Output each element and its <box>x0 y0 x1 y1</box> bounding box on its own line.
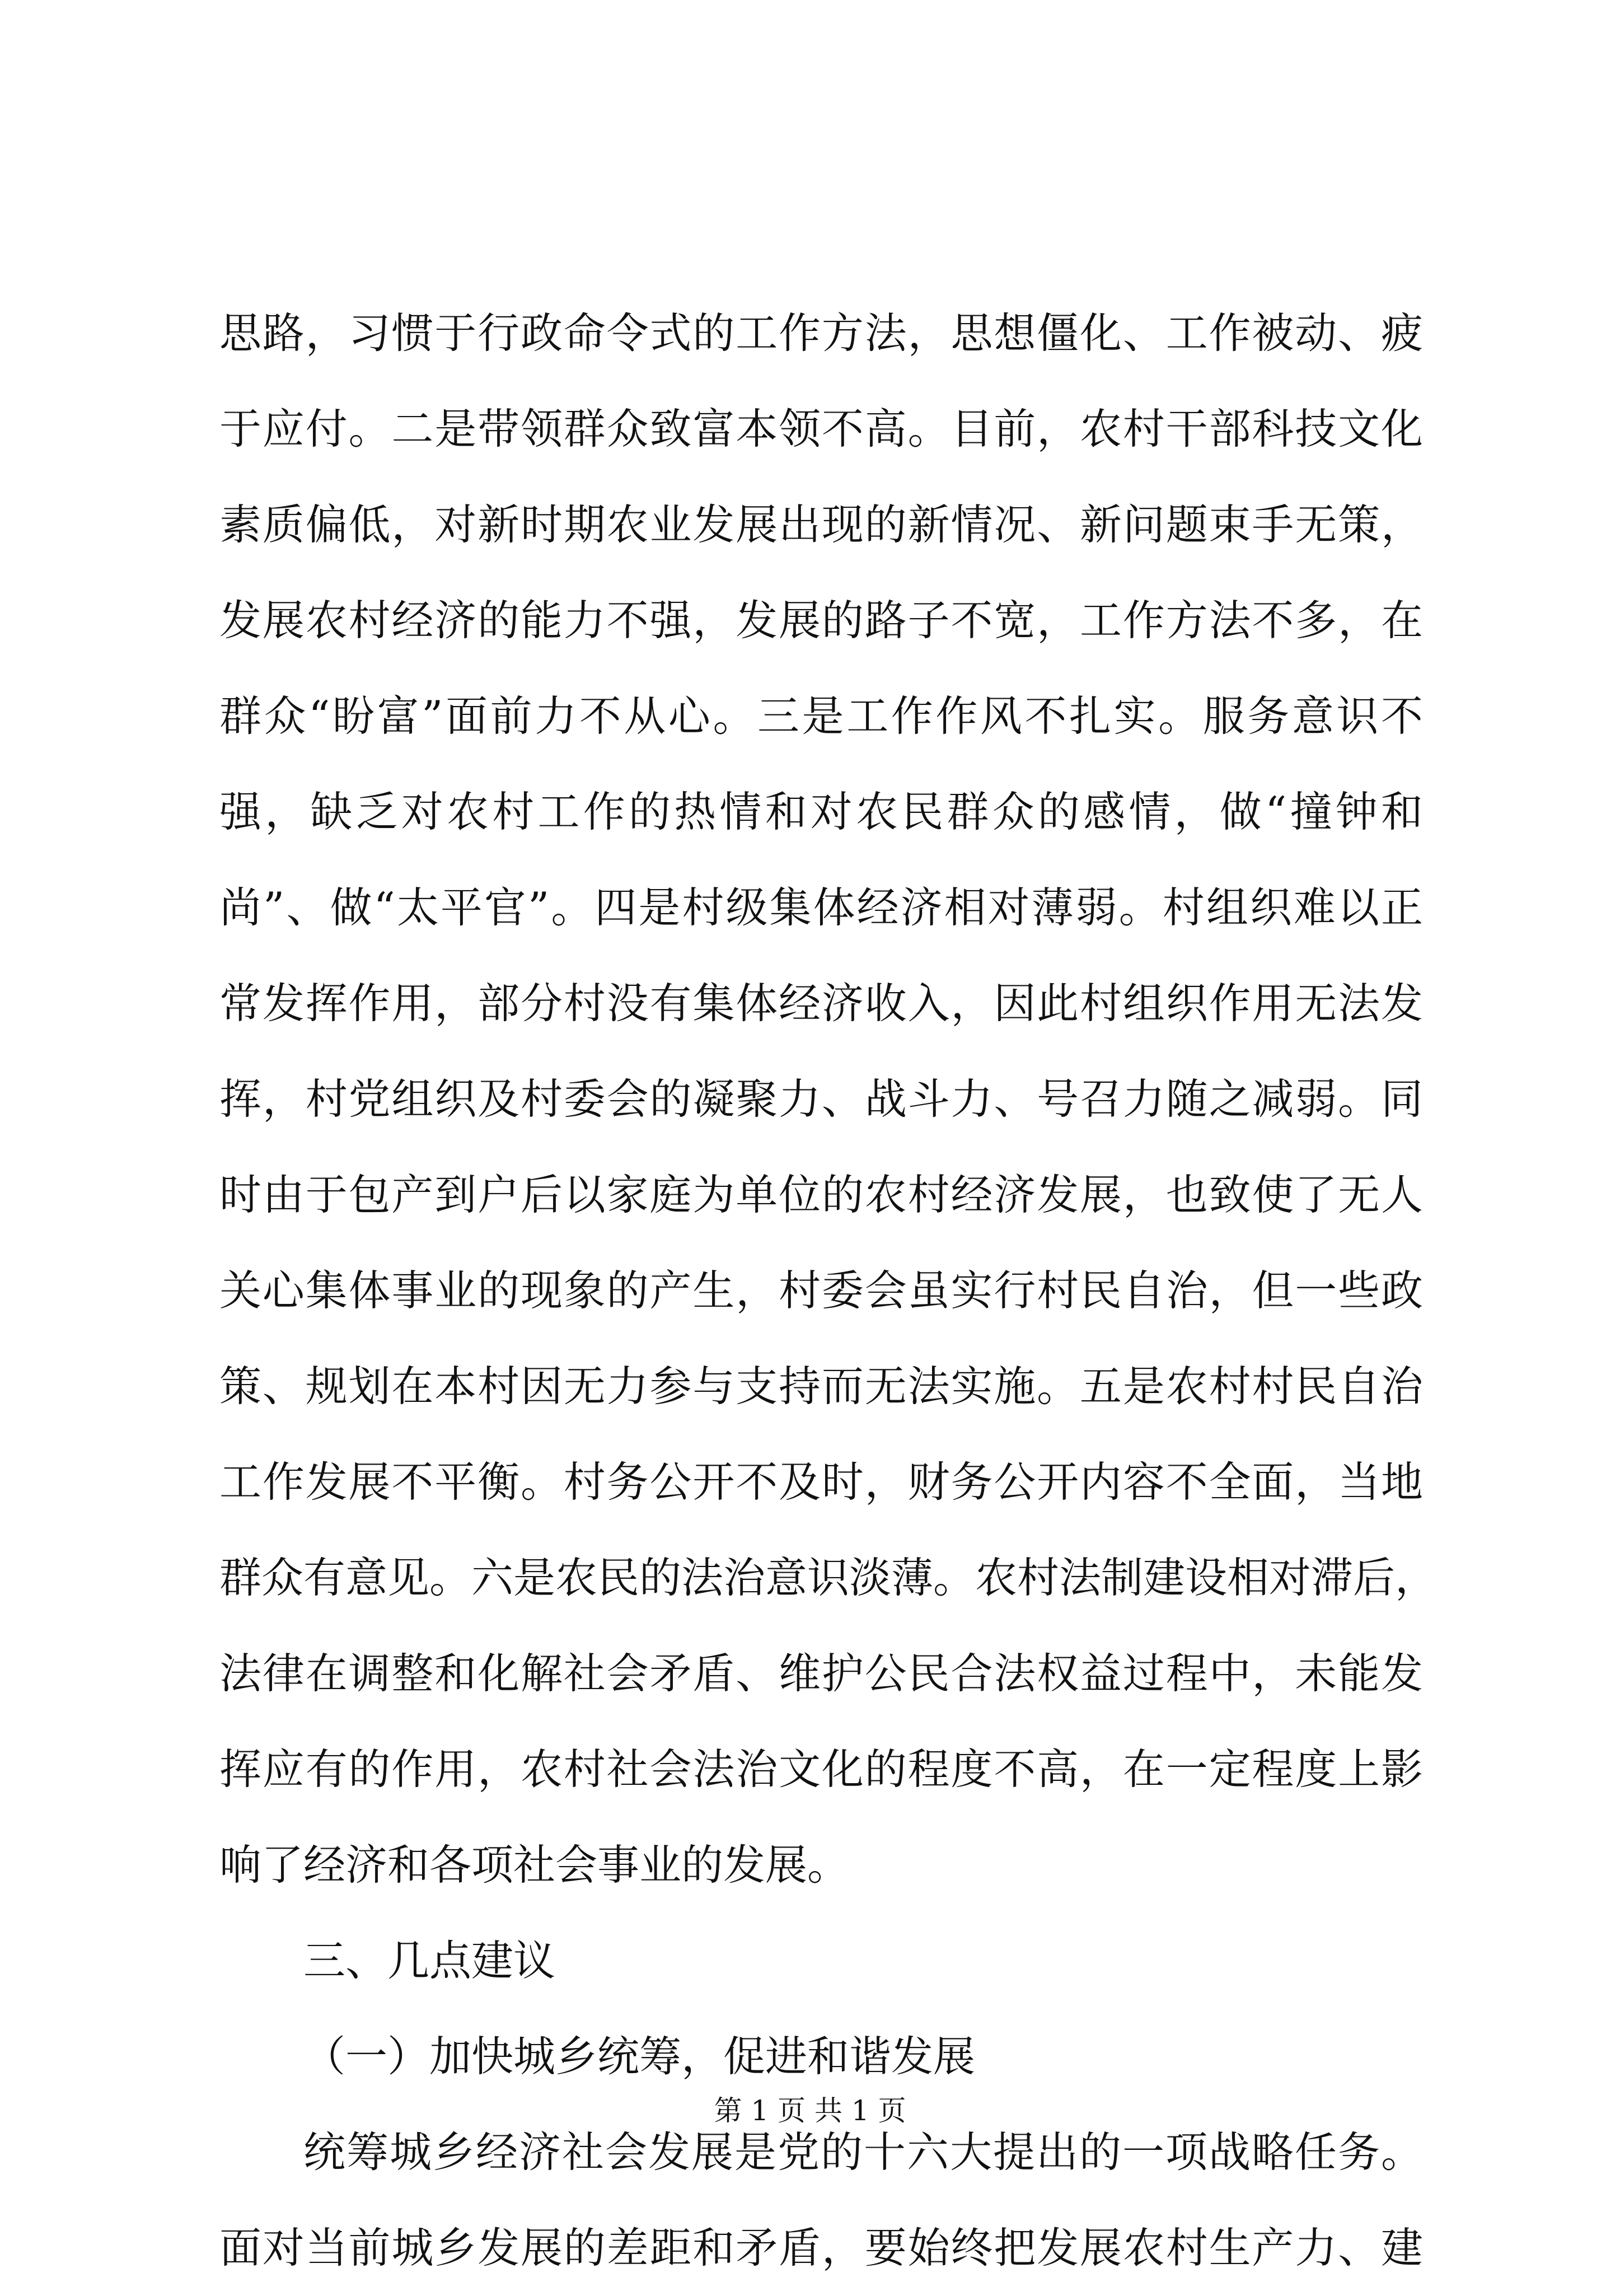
text-line: 思路，习惯于行政命令式的工作方法，思想僵化、工作被动、疲 <box>219 308 1423 358</box>
text-line: 尚”、做“太平官”。四是村级集体经济相对薄弱。村组织难以正 <box>219 883 1423 932</box>
subsection-heading: （一）加快城乡统筹，促进和谐发展 <box>303 2032 976 2081</box>
text-line: 发展农村经济的能力不强，发展的路子不宽，工作方法不多，在 <box>219 596 1423 645</box>
text-line: 挥应有的作用，农村社会法治文化的程度不高，在一定程度上影 <box>219 1745 1423 1794</box>
text-line: 强，缺乏对农村工作的热情和对农民群众的感情，做“撞钟和 <box>219 787 1423 836</box>
text-line: 工作发展不平衡。村务公开不及时，财务公开内容不全面，当地 <box>219 1457 1423 1507</box>
text-line: 关心集体事业的现象的产生，村委会虽实行村民自治，但一些政 <box>219 1266 1423 1315</box>
text-line: 法律在调整和化解社会矛盾、维护公民合法权益过程中，未能发 <box>219 1649 1423 1698</box>
text-line: 策、规划在本村因无力参与支持而无法实施。五是农村村民自治 <box>219 1362 1423 1411</box>
text-line: 响了经济和各项社会事业的发展。 <box>219 1840 850 1890</box>
section-heading: 三、几点建议 <box>303 1936 556 1985</box>
document-body <box>219 286 1438 2296</box>
text-line: 群众“盼富”面前力不从心。三是工作作风不扎实。服务意识不 <box>219 691 1423 741</box>
text-line: 常发挥作用，部分村没有集体经济收入，因此村组织作用无法发 <box>219 979 1423 1028</box>
text-line: 时由于包产到户后以家庭为单位的农村经济发展，也致使了无人 <box>219 1170 1423 1219</box>
page-footer: 第 1 页 共 1 页 <box>714 2094 906 2127</box>
paragraph-line: 统筹城乡经济社会发展是党的十六大提出的一项战略任务。 <box>303 2127 1423 2177</box>
paragraph-line: 面对当前城乡发展的差距和矛盾，要始终把发展农村生产力、建 <box>219 2223 1423 2272</box>
text-line: 素质偏低，对新时期农业发展出现的新情况、新问题束手无策， <box>219 500 1423 549</box>
text-line: 群众有意见。六是农民的法治意识淡薄。农村法制建设相对滞后， <box>219 1553 1438 1602</box>
text-line: 于应付。二是带领群众致富本领不高。目前，农村干部科技文化 <box>219 404 1423 453</box>
text-line: 挥，村党组织及村委会的凝聚力、战斗力、号召力随之减弱。同 <box>219 1074 1423 1124</box>
